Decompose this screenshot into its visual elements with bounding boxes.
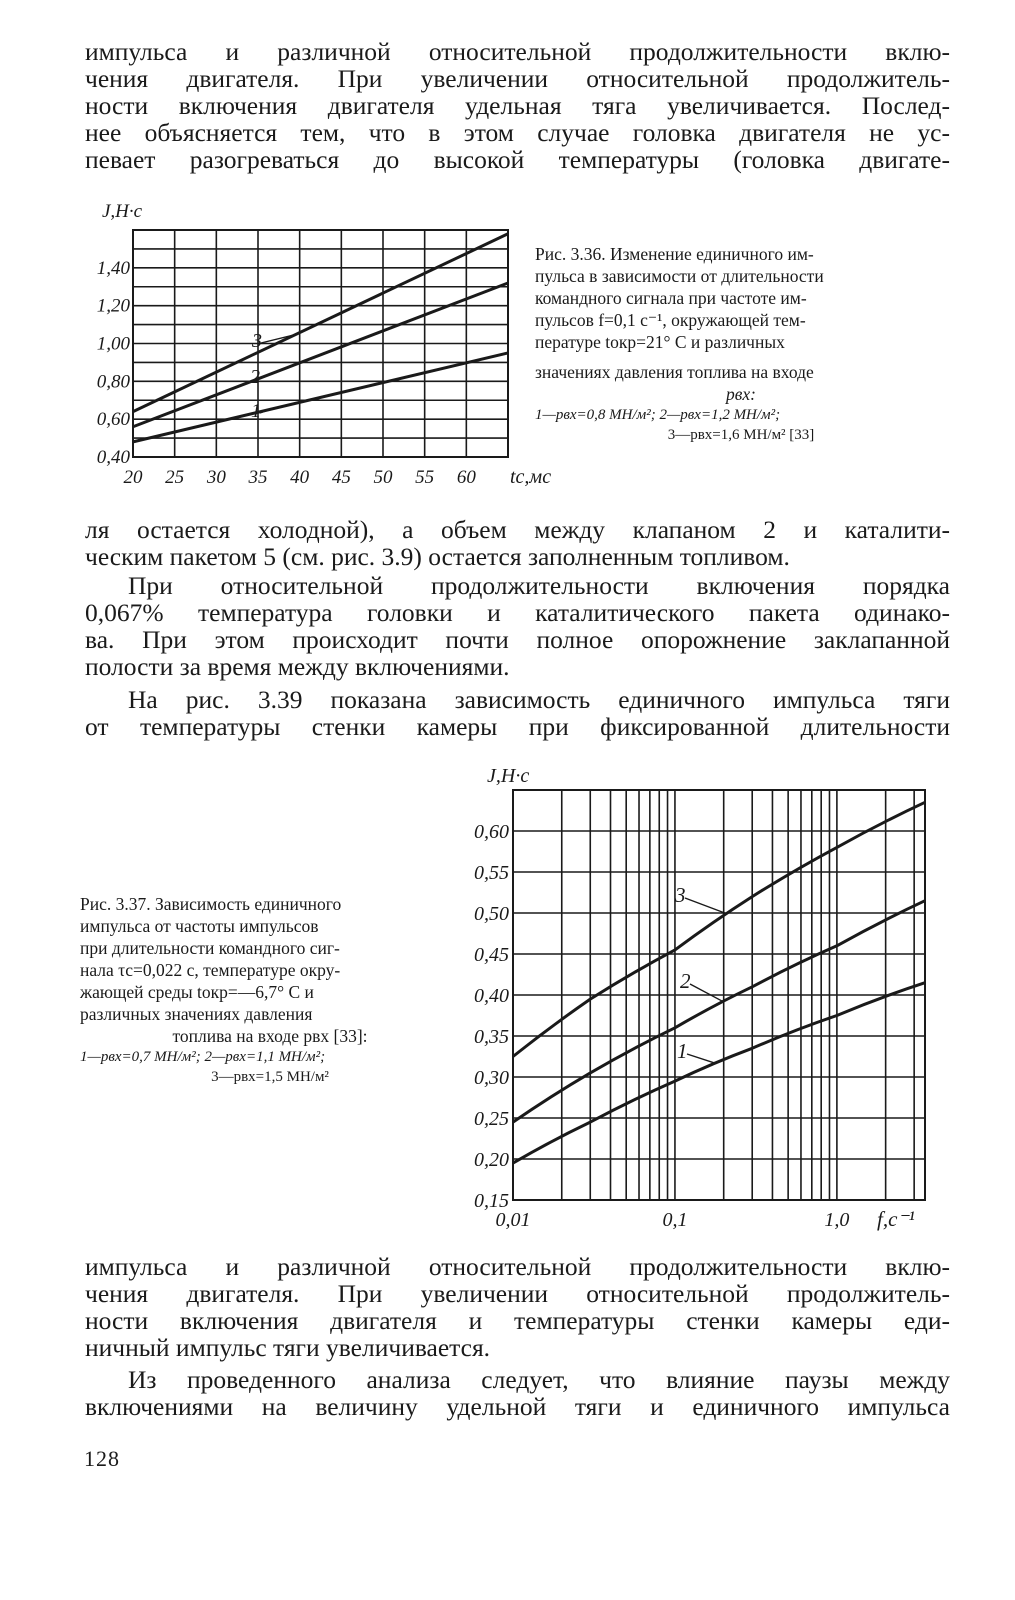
- caption-line: при длительности командного сиг-: [80, 938, 340, 958]
- text-line: ва. При этом происходит почти полное опорожнение заклапанной: [85, 625, 950, 654]
- x-tick-label: 45: [331, 467, 351, 488]
- y-tick-label: 0,35: [474, 1026, 509, 1048]
- x-tick-label: 0,1: [662, 1209, 688, 1231]
- text-line: ческим пакетом 5 (см. рис. 3.9) остается заполненным топливом.: [85, 542, 790, 571]
- x-tick-label: 1,0: [824, 1209, 850, 1231]
- x-tick-label: 30: [206, 467, 226, 488]
- legend-line: 1—pвх=0,7 МН/м²; 2—pвх=1,1 МН/м²;: [80, 1049, 326, 1065]
- y-tick-label: 1,40: [96, 257, 130, 279]
- text-line: полости за время между включениями.: [85, 652, 510, 681]
- y-tick-label: 1,20: [96, 295, 130, 317]
- bottom-paragraph-2: [85, 1366, 950, 1420]
- text-line: ности включения двигателя удельная тяга увеличивается. Послед-: [85, 91, 950, 120]
- text-line: от температуры стенки камеры при фиксированной длительности: [85, 712, 950, 741]
- curve-label-1: 1: [251, 400, 261, 422]
- curve-label-leader: [685, 898, 727, 914]
- y-tick-label: 0,60: [474, 821, 509, 843]
- series-line-1: [133, 353, 508, 442]
- curve-label-leader: [259, 368, 287, 379]
- figure-3-37-caption: [80, 893, 460, 1087]
- x-axis-label: f,с⁻¹: [877, 1207, 915, 1231]
- curve-label-leader: [690, 984, 724, 1002]
- x-tick-label: 60: [456, 467, 476, 488]
- bottom-paragraph-1: [85, 1253, 950, 1361]
- y-tick-label: 0,45: [474, 944, 509, 966]
- legend-line: 3—pвх=1,6 МН/м² [33]: [667, 427, 815, 443]
- y-tick-label: 0,60: [96, 409, 130, 431]
- text-line: ля остается холодной), а объем между клапаном 2 и каталити-: [85, 515, 950, 544]
- text-line: импульса и различной относительной продолжительности вклю-: [85, 1252, 950, 1281]
- middle-paragraph-3: [85, 686, 950, 740]
- text-line: 0,067% температура головки и каталитического пакета одинако-: [85, 598, 950, 627]
- curve-label-leader: [687, 1054, 716, 1064]
- y-axis-label: J,Н·с: [102, 201, 143, 222]
- caption-line: Рис. 3.37. Зависимость единичного: [80, 894, 342, 914]
- x-tick-label: 40: [290, 467, 310, 488]
- text-line: ничный импульс тяги увеличивается.: [85, 1333, 491, 1362]
- x-axis-label: tc,мс: [510, 466, 552, 488]
- x-tick-label: 0,01: [495, 1209, 531, 1231]
- y-tick-label: 0,40: [474, 985, 509, 1007]
- y-tick-label: 0,80: [96, 371, 130, 393]
- caption-line: командного сигнала при частоте им-: [535, 288, 807, 308]
- y-tick-label: 0,20: [474, 1149, 509, 1171]
- caption-line: пульса в зависимости от длительности: [535, 266, 824, 286]
- series-line-3: [133, 234, 508, 412]
- curve-label-3: 3: [675, 883, 686, 907]
- text-line: нее объясняется тем, что в этом случае головка двигателя не ус-: [85, 118, 950, 147]
- caption-line: пературе tокр=21° С и различных: [535, 332, 785, 352]
- text-line: ности включения двигателя и температуры стенки камеры еди-: [85, 1306, 950, 1335]
- text-line: Из проведенного анализа следует, что влияние паузы между: [128, 1365, 950, 1394]
- page-number: 128: [84, 1446, 120, 1471]
- text-line: На рис. 3.39 показана зависимость единичного импульса тяги: [128, 685, 950, 714]
- top-paragraph: [85, 38, 950, 173]
- x-tick-label: 55: [415, 467, 435, 488]
- caption-line: значениях давления топлива на входе: [535, 362, 814, 382]
- grid: [133, 230, 508, 457]
- curve-label-2: 2: [250, 366, 260, 388]
- y-tick-label: 0,55: [474, 862, 509, 884]
- text-line: чения двигателя. При увеличении относительной продолжитель-: [85, 64, 950, 93]
- figure-3-36-chart: [90, 195, 552, 505]
- series-line-3: [513, 802, 925, 1056]
- y-tick-label: 0,50: [474, 903, 509, 925]
- caption-line: импульса от частоты импульсов: [80, 916, 319, 936]
- y-tick-label: 0,30: [474, 1067, 509, 1089]
- x-tick-label: 20: [123, 467, 143, 488]
- text-line: импульса и различной относительной продолжительности вклю-: [85, 37, 950, 66]
- y-axis-label: J,Н·с: [487, 765, 530, 787]
- caption-line: пульсов f=0,1 с⁻¹, окружающей тем-: [535, 310, 806, 330]
- caption-line: Рис. 3.36. Изменение единичного им-: [535, 244, 814, 264]
- y-tick-label: 0,40: [96, 447, 130, 468]
- figure-3-36-caption: [535, 243, 947, 445]
- grid: [513, 790, 925, 1200]
- middle-paragraph-2: [85, 572, 950, 680]
- curve-label-1: 1: [677, 1039, 688, 1063]
- y-tick-label: 0,25: [474, 1108, 509, 1130]
- series-line-2: [133, 283, 508, 427]
- x-tick-label: 25: [165, 467, 185, 488]
- curve-label-3: 3: [252, 330, 262, 352]
- x-tick-label: 50: [373, 467, 393, 488]
- text-line: певает разогреваться до высокой температуры (головка двигате-: [85, 145, 950, 174]
- caption-line: pвх:: [726, 384, 756, 404]
- caption-line: нала τc=0,022 с, температуре окру-: [80, 960, 341, 980]
- y-tick-label: 0,15: [474, 1190, 509, 1212]
- legend-line: 3—pвх=1,5 МН/м²: [211, 1069, 329, 1085]
- legend-line: 1—pвх=0,8 МН/м²; 2—pвх=1,2 МН/м²;: [535, 407, 781, 423]
- text-line: чения двигателя. При увеличении относительной продолжитель-: [85, 1279, 950, 1308]
- curve-label-2: 2: [680, 969, 691, 993]
- text-line: включениями на величину удельной тяги и единичного импульса: [85, 1392, 950, 1421]
- x-tick-label: 35: [248, 467, 268, 488]
- middle-paragraph-1: [85, 516, 950, 570]
- caption-line: различных значениях давления: [80, 1004, 313, 1024]
- caption-line: жающей среды tокр=—6,7° С и: [80, 982, 314, 1002]
- caption-line: топлива на входе pвх [33]:: [172, 1026, 368, 1046]
- figure-3-37-chart: [465, 760, 955, 1240]
- text-line: При относительной продолжительности включения порядка: [128, 571, 950, 600]
- y-tick-label: 1,00: [96, 333, 130, 355]
